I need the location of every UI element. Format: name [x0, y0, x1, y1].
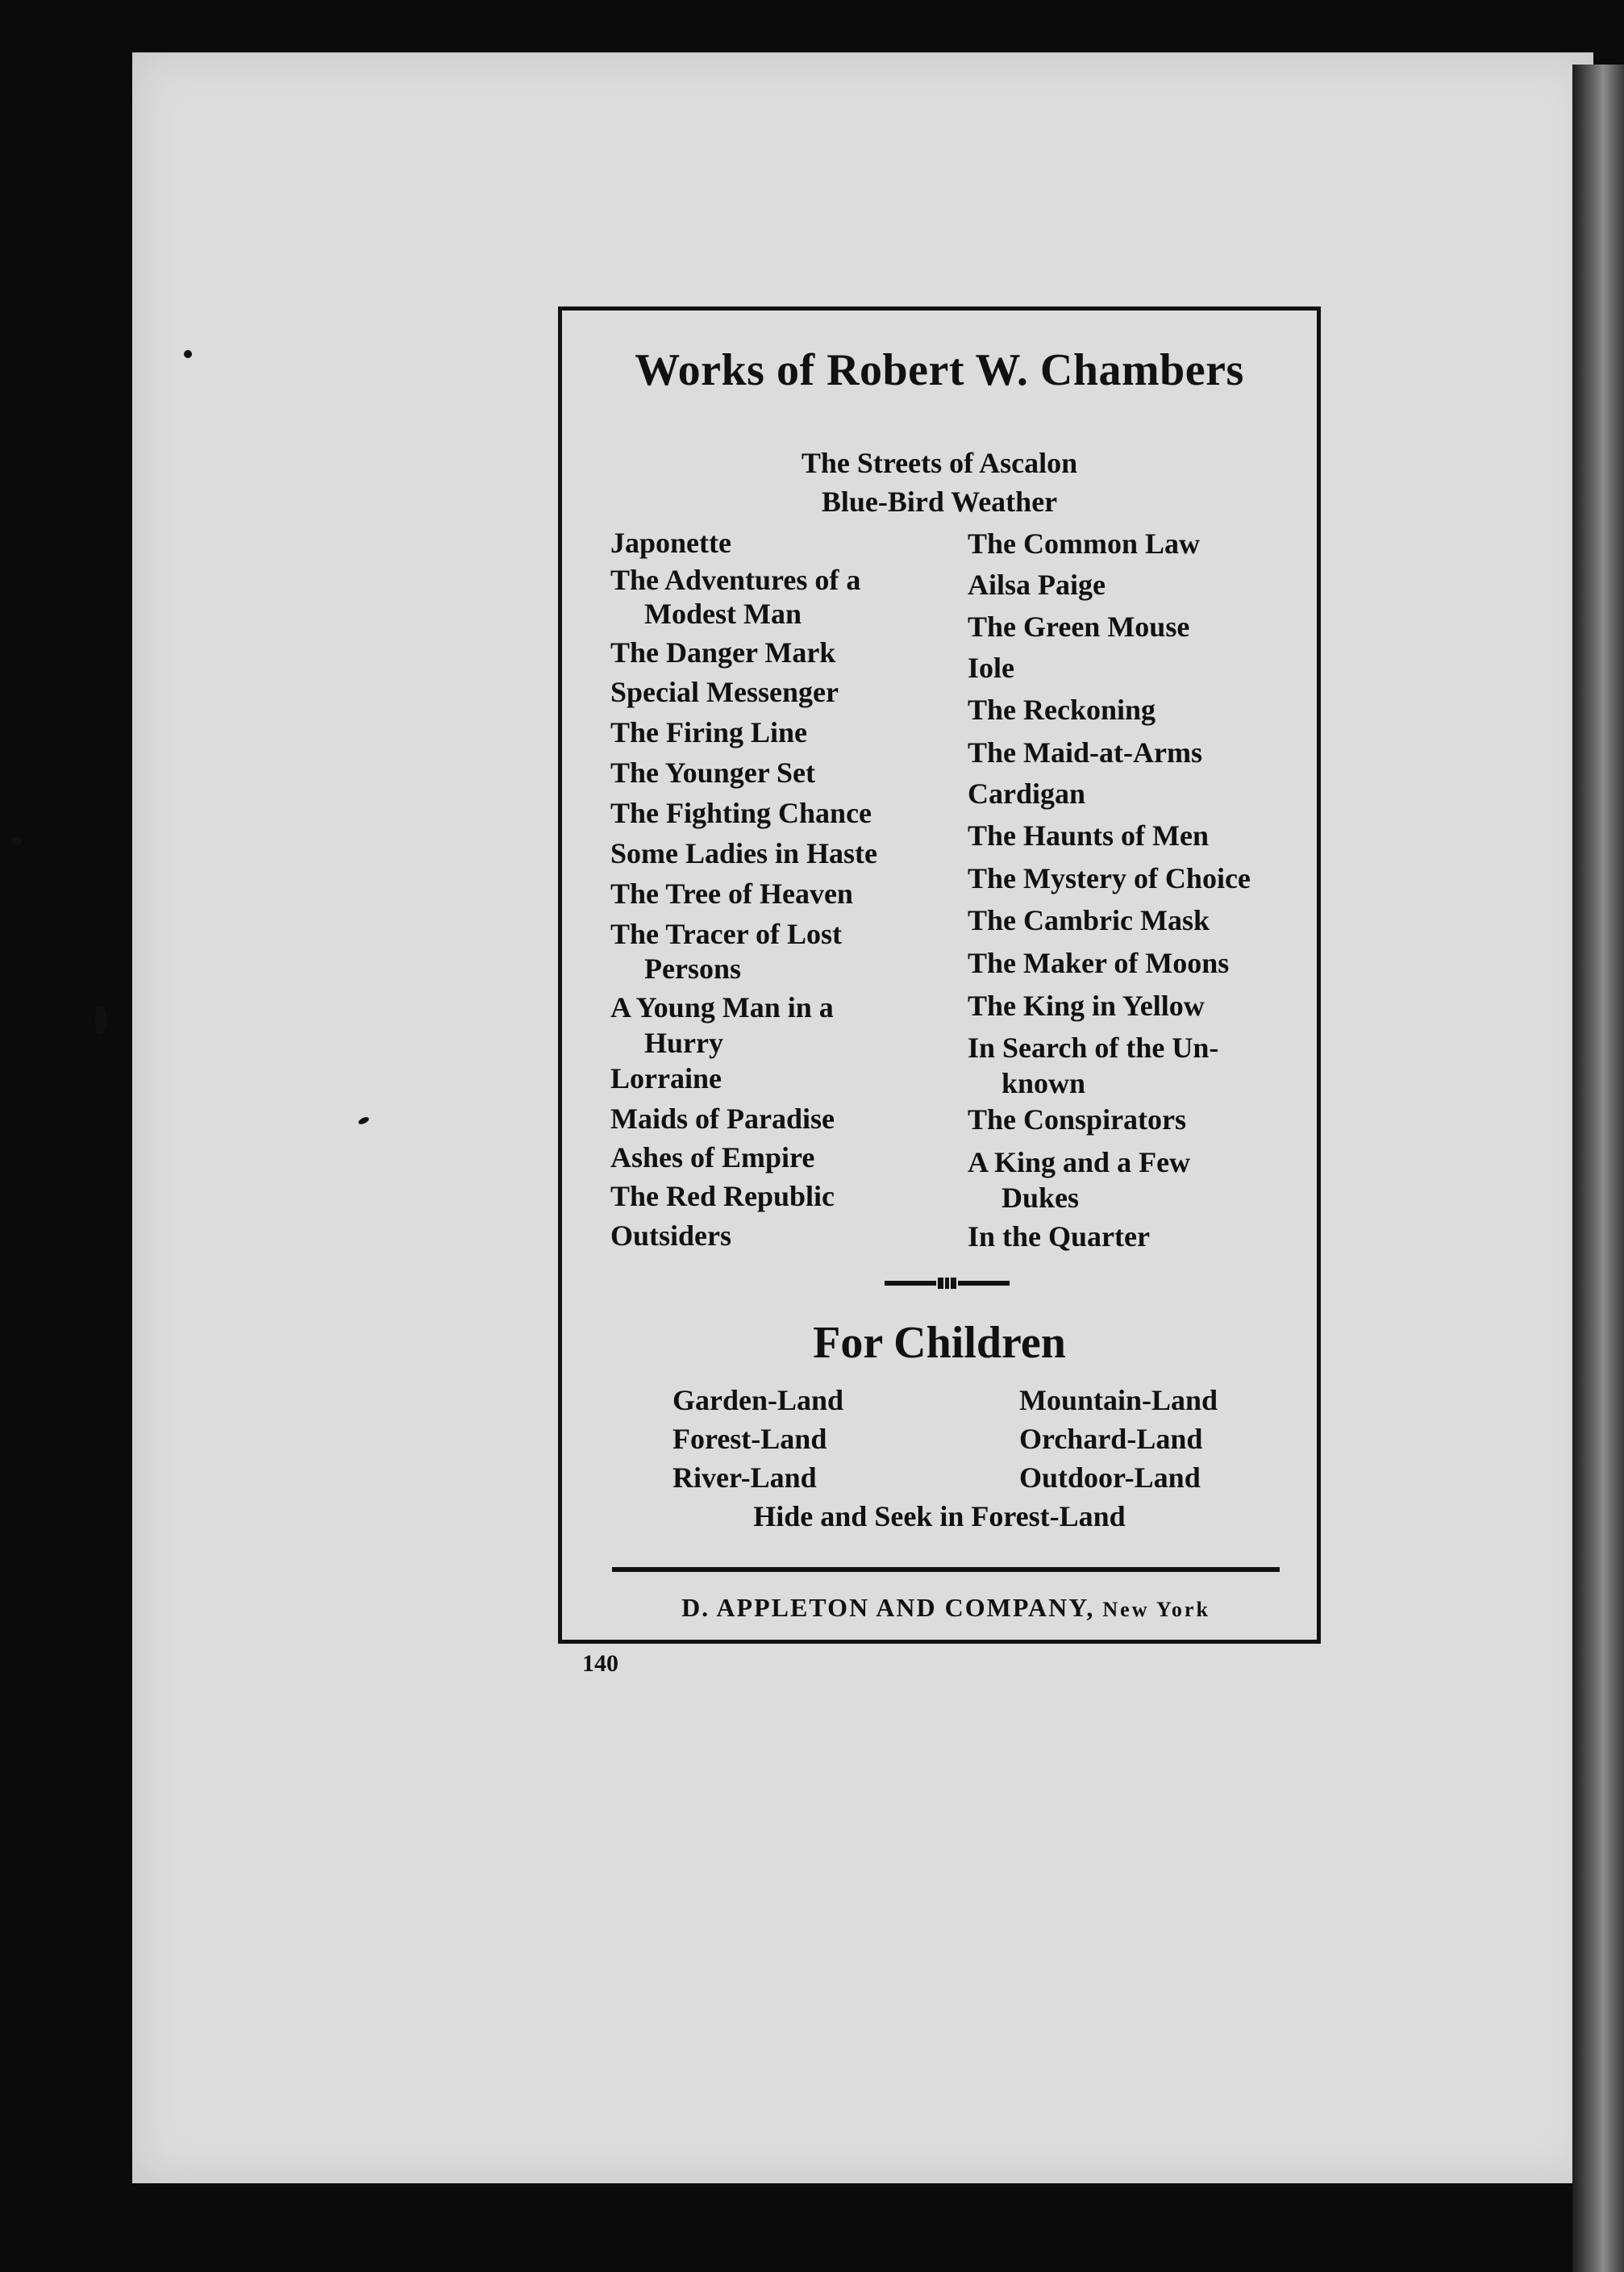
- scan-speck: [11, 837, 23, 845]
- children-title: Orchard-Land: [1019, 1423, 1203, 1455]
- book-title: Iole: [968, 652, 1014, 684]
- publisher-name: D. APPLETON AND COMPANY,: [681, 1593, 1095, 1622]
- book-title: The Tracer of Lost: [610, 918, 842, 950]
- book-title: Special Messenger: [610, 676, 839, 708]
- children-title: Garden-Land: [673, 1384, 844, 1416]
- book-title: Ashes of Empire: [610, 1141, 815, 1174]
- book-title: Some Ladies in Haste: [610, 837, 878, 869]
- book-title: The Younger Set: [610, 757, 816, 789]
- book-title: Maids of Paradise: [610, 1103, 835, 1135]
- book-title-continued: Modest Man: [644, 598, 802, 630]
- book-title: The Common Law: [968, 527, 1201, 560]
- book-title: The King in Yellow: [968, 990, 1205, 1022]
- children-title: River-Land: [673, 1461, 817, 1494]
- footer-rule: [612, 1567, 1280, 1572]
- book-title: The Adventures of a: [610, 564, 861, 596]
- book-title-continued: Persons: [644, 953, 741, 985]
- book-title: The Firing Line: [610, 716, 808, 748]
- book-title: Cardigan: [968, 777, 1086, 810]
- book-title: The Maid-at-Arms: [968, 736, 1202, 769]
- scan-speck: [95, 1007, 106, 1034]
- publisher-imprint: [612, 1593, 1280, 1623]
- book-title: The Tree of Heaven: [610, 878, 853, 910]
- left-title-column: [610, 523, 925, 1256]
- book-title: The Reckoning: [968, 694, 1156, 726]
- book-title: Outsiders: [610, 1219, 732, 1252]
- featured-title-1: The Streets of Ascalon: [801, 447, 1078, 479]
- book-title: The Fighting Chance: [610, 797, 872, 829]
- book-title: Ailsa Paige: [968, 569, 1106, 601]
- book-title: The Danger Mark: [610, 636, 836, 669]
- book-title-continued: Hurry: [644, 1027, 723, 1059]
- featured-title-2: Blue-Bird Weather: [821, 486, 1058, 518]
- book-title-continued: known: [1001, 1067, 1086, 1099]
- book-title: The Cambric Mask: [968, 904, 1210, 936]
- book-title: Japonette: [610, 527, 731, 559]
- publisher-city: New York: [1102, 1598, 1210, 1621]
- adjacent-page-edge: [1572, 65, 1624, 2272]
- scan-speck: [184, 350, 192, 358]
- children-title: Mountain-Land: [1019, 1384, 1218, 1416]
- children-heading: For Children: [813, 1318, 1066, 1368]
- advertisement-box: [558, 306, 1321, 1644]
- book-title: Lorraine: [610, 1062, 722, 1094]
- book-title: In the Quarter: [968, 1220, 1150, 1253]
- book-title: The Green Mouse: [968, 611, 1190, 643]
- book-title: A Young Man in a: [610, 991, 834, 1023]
- ad-heading: Works of Robert W. Chambers: [635, 345, 1244, 395]
- children-title: Forest-Land: [673, 1423, 827, 1455]
- book-title: The Haunts of Men: [968, 819, 1210, 852]
- book-title: A King and a Few: [968, 1146, 1191, 1178]
- page-number: 140: [582, 1650, 618, 1677]
- right-title-column: [968, 523, 1290, 1261]
- book-title-continued: Dukes: [1001, 1182, 1080, 1214]
- book-title: The Red Republic: [610, 1180, 835, 1212]
- book-title: The Maker of Moons: [968, 947, 1230, 979]
- children-title: Outdoor-Land: [1019, 1461, 1201, 1494]
- children-title: Hide and Seek in Forest-Land: [753, 1500, 1126, 1532]
- book-title: In Search of the Un-: [968, 1032, 1219, 1064]
- book-title: The Mystery of Choice: [968, 862, 1251, 894]
- book-title: The Conspirators: [968, 1103, 1187, 1136]
- ornament-divider: [885, 1277, 1010, 1290]
